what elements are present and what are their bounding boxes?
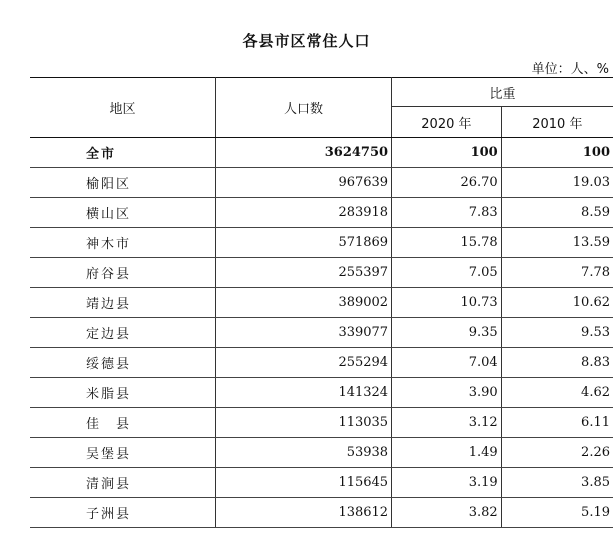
population-cell: 141324 bbox=[216, 378, 392, 408]
population-cell: 255294 bbox=[216, 348, 392, 378]
share-2020-cell: 3.90 bbox=[392, 378, 502, 408]
share-2020-cell: 100 bbox=[392, 138, 502, 168]
share-2010-cell: 7.78 bbox=[501, 258, 613, 288]
header-year-2020: 2020 年 bbox=[392, 107, 502, 138]
table-row bbox=[30, 468, 613, 498]
population-cell: 113035 bbox=[216, 408, 392, 438]
share-2010-cell: 3.85 bbox=[501, 468, 613, 498]
region-cell: 清涧县 bbox=[30, 468, 216, 498]
region-cell: 横山区 bbox=[30, 198, 216, 228]
share-2020-cell: 3.82 bbox=[392, 498, 502, 528]
share-2020-cell: 10.73 bbox=[392, 288, 502, 318]
table-row-total bbox=[30, 138, 613, 168]
share-2020-cell: 7.83 bbox=[392, 198, 502, 228]
population-cell: 53938 bbox=[216, 438, 392, 468]
share-2010-cell: 100 bbox=[501, 138, 613, 168]
table-row bbox=[30, 348, 613, 378]
share-2010-cell: 5.19 bbox=[501, 498, 613, 528]
share-2020-cell: 15.78 bbox=[392, 228, 502, 258]
region-cell: 靖边县 bbox=[30, 288, 216, 318]
unit-label: 单位：人、% bbox=[531, 62, 609, 77]
share-2010-cell: 10.62 bbox=[501, 288, 613, 318]
share-2010-cell: 19.03 bbox=[501, 168, 613, 198]
population-cell: 255397 bbox=[216, 258, 392, 288]
header-region: 地区 bbox=[30, 78, 216, 138]
table-row bbox=[30, 498, 613, 528]
region-cell: 府谷县 bbox=[30, 258, 216, 288]
table-row bbox=[30, 318, 613, 348]
table-row bbox=[30, 168, 613, 198]
share-2010-cell: 2.26 bbox=[501, 438, 613, 468]
share-2010-cell: 9.53 bbox=[501, 318, 613, 348]
header-ratio: 比重 bbox=[392, 78, 613, 107]
region-cell: 神木市 bbox=[30, 228, 216, 258]
share-2020-cell: 3.19 bbox=[392, 468, 502, 498]
population-cell: 283918 bbox=[216, 198, 392, 228]
share-2020-cell: 3.12 bbox=[392, 408, 502, 438]
table-row bbox=[30, 228, 613, 258]
share-2010-cell: 8.83 bbox=[501, 348, 613, 378]
population-table bbox=[30, 77, 613, 528]
region-cell: 绥德县 bbox=[30, 348, 216, 378]
population-cell: 389002 bbox=[216, 288, 392, 318]
population-cell: 967639 bbox=[216, 168, 392, 198]
population-cell: 339077 bbox=[216, 318, 392, 348]
population-cell: 571869 bbox=[216, 228, 392, 258]
share-2020-cell: 7.05 bbox=[392, 258, 502, 288]
share-2020-cell: 1.49 bbox=[392, 438, 502, 468]
share-2020-cell: 9.35 bbox=[392, 318, 502, 348]
region-cell: 定边县 bbox=[30, 318, 216, 348]
table-title: 各县市区常住人口 bbox=[242, 32, 371, 50]
table-body bbox=[30, 138, 613, 528]
table-row bbox=[30, 198, 613, 228]
header-population: 人口数 bbox=[216, 78, 392, 138]
table-row bbox=[30, 378, 613, 408]
share-2010-cell: 13.59 bbox=[501, 228, 613, 258]
region-cell: 吴堡县 bbox=[30, 438, 216, 468]
region-cell: 榆阳区 bbox=[30, 168, 216, 198]
table-row bbox=[30, 258, 613, 288]
population-cell: 3624750 bbox=[216, 138, 392, 168]
share-2020-cell: 26.70 bbox=[392, 168, 502, 198]
table-row bbox=[30, 288, 613, 318]
region-cell: 米脂县 bbox=[30, 378, 216, 408]
table-row bbox=[30, 438, 613, 468]
population-cell: 138612 bbox=[216, 498, 392, 528]
share-2020-cell: 7.04 bbox=[392, 348, 502, 378]
share-2010-cell: 8.59 bbox=[501, 198, 613, 228]
table-header bbox=[30, 78, 613, 138]
header-year-2010: 2010 年 bbox=[501, 107, 613, 138]
share-2010-cell: 4.62 bbox=[501, 378, 613, 408]
region-cell: 子洲县 bbox=[30, 498, 216, 528]
table-row bbox=[30, 408, 613, 438]
population-cell: 115645 bbox=[216, 468, 392, 498]
region-cell: 全市 bbox=[30, 138, 216, 168]
share-2010-cell: 6.11 bbox=[501, 408, 613, 438]
region-cell: 佳 县 bbox=[30, 408, 216, 438]
